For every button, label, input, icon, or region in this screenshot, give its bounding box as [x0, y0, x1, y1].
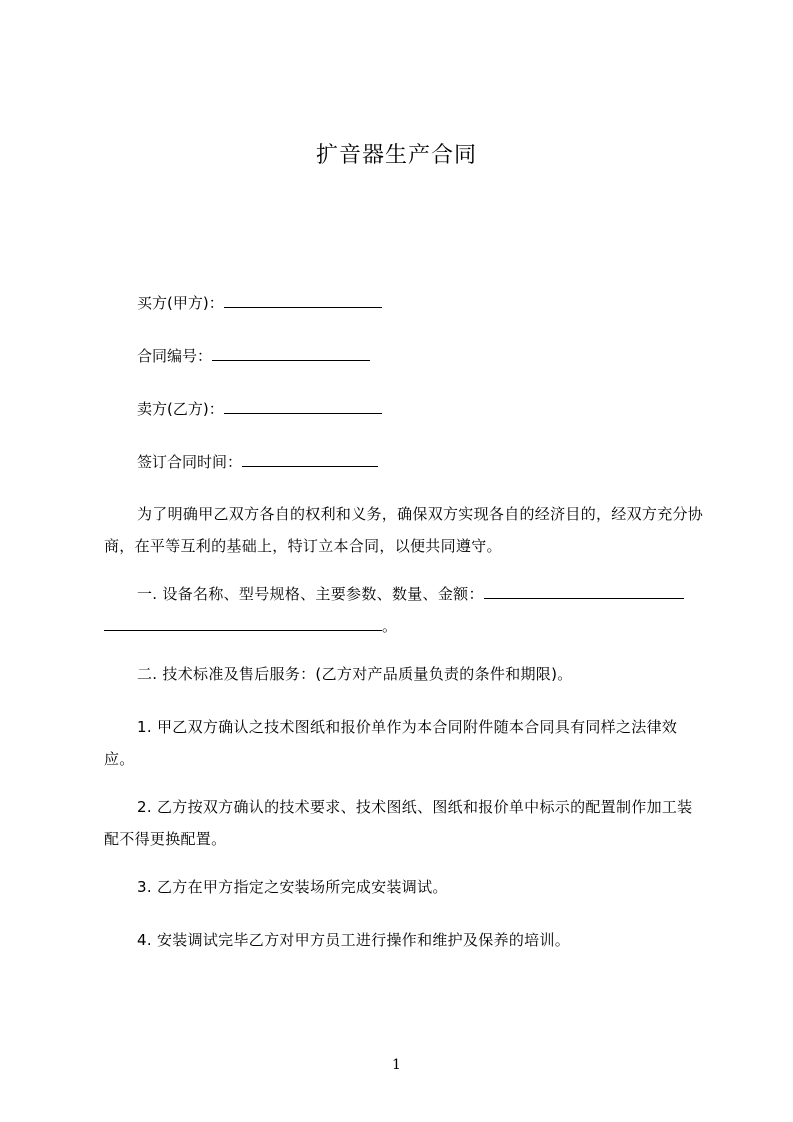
buyer-blank-line[interactable]	[224, 293, 382, 308]
section-2-item-text: 3. 乙方在甲方指定之安装场所完成安装调试。	[137, 878, 448, 896]
intro-paragraph	[104, 498, 704, 562]
section-2-item-text: 2. 乙方按双方确认的技术要求、技术图纸、图纸和报价单中标示的配置制作加工装配不得更换配置。	[104, 798, 693, 848]
page-number: 1	[392, 1057, 401, 1073]
section-2-item	[104, 711, 704, 775]
seller-label: 卖方(乙方)：	[137, 400, 224, 418]
section-1-blank-line-1[interactable]	[484, 584, 684, 599]
section-2-item	[104, 924, 704, 956]
buyer-label: 买方(甲方)：	[137, 294, 224, 312]
section-2-item	[104, 871, 704, 903]
contract-number-label: 合同编号：	[137, 347, 213, 365]
buyer-field	[137, 293, 382, 313]
document-title: 扩音器生产合同	[315, 143, 477, 168]
intro-text: 为了明确甲乙双方各自的权利和义务，确保双方实现各自的经济目的，经双方充分协商，在平等互利的基础上，特订立本合同，以便共同遵守。	[104, 505, 704, 555]
section-2-item-text: 1. 甲乙双方确认之技术图纸和报价单作为本合同附件随本合同具有同样之法律效应。	[104, 718, 678, 768]
section-1-end: 。	[382, 617, 398, 635]
seller-blank-line[interactable]	[224, 399, 382, 414]
section-2-item	[104, 791, 704, 855]
section-2-heading: 二. 技术标准及售后服务：(乙方对产品质量负责的条件和期限)。	[137, 665, 573, 683]
section-1-heading: 一. 设备名称、型号规格、主要参数、数量、金额：	[137, 585, 484, 603]
section-1-blank-line-2[interactable]	[104, 616, 382, 631]
section-2-item-text: 4. 安装调试完毕乙方对甲方员工进行操作和维护及保养的培训。	[137, 931, 571, 949]
sign-time-blank-line[interactable]	[242, 452, 378, 467]
sign-time-label: 签订合同时间：	[137, 453, 243, 471]
section-1	[104, 578, 704, 642]
section-2-heading-para	[104, 658, 704, 690]
seller-field	[137, 399, 382, 419]
contract-number-blank-line[interactable]	[212, 346, 370, 361]
contract-number-field	[137, 346, 370, 366]
sign-time-field	[137, 452, 378, 472]
